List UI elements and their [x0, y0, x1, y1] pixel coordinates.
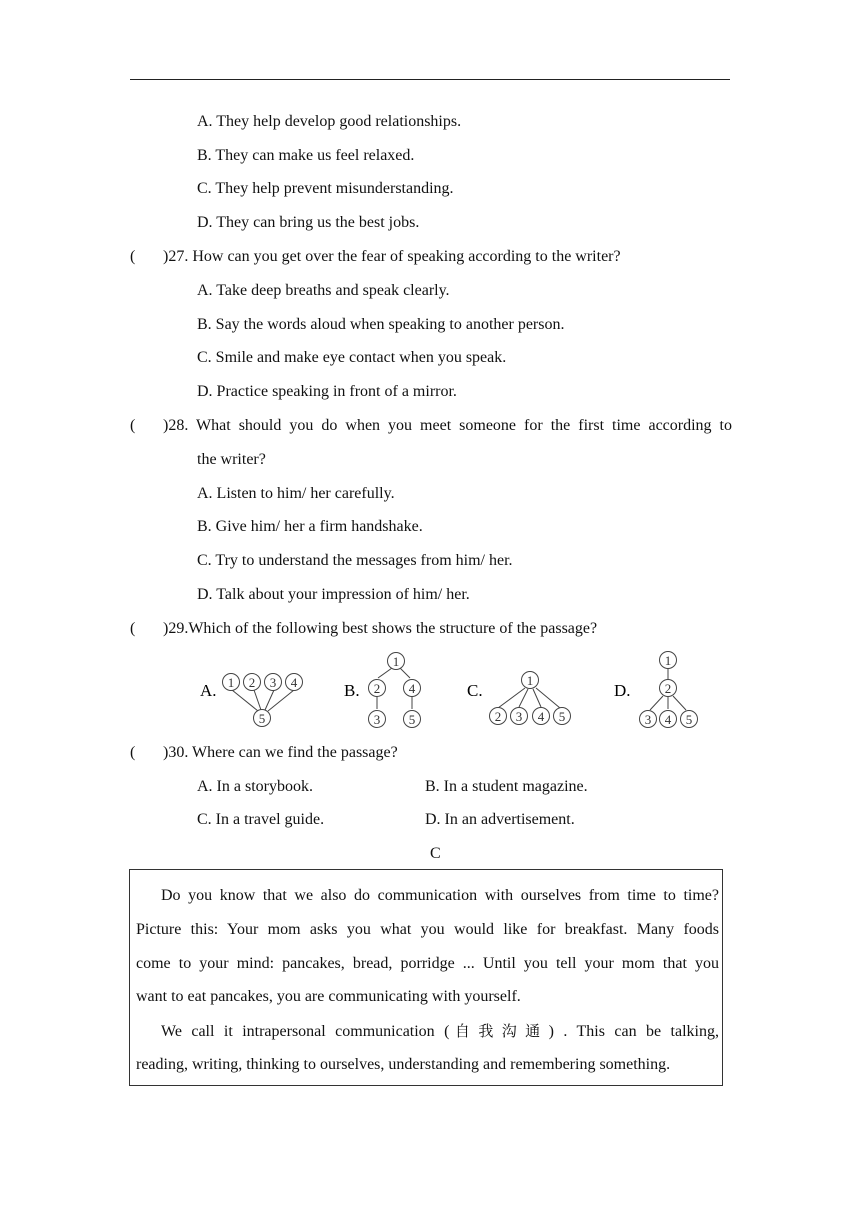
- node-label: 3: [515, 709, 523, 724]
- q30-question: [130, 743, 398, 763]
- passage-line: Picture this: Your mom asks you what you would like for breakfast. Many foods: [136, 921, 719, 938]
- node-label: 3: [644, 712, 652, 727]
- node-label: 1: [526, 673, 534, 688]
- node-label: 2: [664, 681, 672, 696]
- node-label: 1: [227, 675, 235, 690]
- passage-line: [161, 1021, 719, 1042]
- header-rule: [130, 79, 730, 80]
- q29-stem: )29.Which of the following best shows the structure of the passage?: [163, 620, 598, 637]
- q30-option-b[interactable]: B. In a student magazine.: [425, 778, 588, 795]
- diagram-d-label[interactable]: D.: [614, 681, 631, 700]
- q28-question: [130, 416, 732, 436]
- diagram-b-label[interactable]: B.: [344, 681, 360, 700]
- node-label: 4: [537, 709, 545, 724]
- diagram-a-label[interactable]: A.: [200, 681, 217, 700]
- node-label: 5: [408, 712, 416, 727]
- q27-option-d[interactable]: D. Practice speaking in front of a mirror.: [197, 383, 457, 400]
- structure-diagrams: [192, 648, 712, 732]
- q28-option-b[interactable]: B. Give him/ her a firm handshake.: [197, 518, 423, 535]
- node-label: 4: [408, 681, 416, 696]
- q30-option-d[interactable]: D. In an advertisement.: [425, 811, 575, 828]
- q27-stem: )27. How can you get over the fear of speaking according to the writer?: [163, 248, 621, 265]
- q26-option-a[interactable]: A. They help develop good relationships.: [197, 113, 462, 130]
- node-label: 5: [258, 711, 266, 726]
- passage-line: Do you know that we also do communication with ourselves from time to time?: [161, 887, 719, 904]
- q27-option-a[interactable]: A. Take deep breaths and speak clearly.: [197, 282, 450, 299]
- q30-option-c[interactable]: C. In a travel guide.: [197, 811, 325, 828]
- answer-blank[interactable]: (: [130, 417, 136, 434]
- answer-blank[interactable]: (: [130, 620, 136, 637]
- node-label: 4: [290, 675, 298, 690]
- passage-line: reading, writing, thinking to ourselves, understanding and remembering something.: [136, 1056, 671, 1073]
- q28-stem: )28. What should you do when you meet someone for the first time according to: [163, 417, 732, 434]
- q28-option-d[interactable]: D. Talk about your impression of him/ her.: [197, 586, 470, 603]
- node-label: 5: [558, 709, 566, 724]
- answer-blank[interactable]: (: [130, 248, 136, 265]
- q27-question: [130, 247, 621, 267]
- passage-line: want to eat pancakes, you are communicating with yourself.: [136, 988, 521, 1005]
- q28-option-a[interactable]: A. Listen to him/ her carefully.: [197, 485, 395, 502]
- q27-option-c[interactable]: C. Smile and make eye contact when you speak.: [197, 349, 507, 366]
- passage-chinese-term: 自我沟通: [449, 1022, 549, 1040]
- q28-option-c[interactable]: C. Try to understand the messages from him/ her.: [197, 552, 513, 569]
- answer-blank[interactable]: (: [130, 744, 136, 761]
- node-label: 5: [685, 712, 693, 727]
- q28-stem-continued: the writer?: [197, 451, 266, 468]
- node-label: 2: [373, 681, 381, 696]
- node-label: 2: [494, 709, 502, 724]
- node-label: 1: [664, 653, 672, 668]
- q27-option-b[interactable]: B. Say the words aloud when speaking to another person.: [197, 316, 565, 333]
- passage-text: We call it intrapersonal communication (: [161, 1023, 450, 1040]
- q26-option-b[interactable]: B. They can make us feel relaxed.: [197, 147, 415, 164]
- diagram-c-label[interactable]: C.: [467, 681, 483, 700]
- node-label: 3: [269, 675, 277, 690]
- node-label: 3: [373, 712, 381, 727]
- node-label: 2: [248, 675, 256, 690]
- passage-line: come to your mind: pancakes, bread, porridge ... Until you tell your mom that you: [136, 955, 719, 972]
- node-label: 1: [392, 654, 400, 669]
- section-heading: C: [430, 845, 441, 862]
- passage-text: ) . This can be talking,: [548, 1023, 719, 1040]
- q30-stem: )30. Where can we find the passage?: [163, 744, 398, 761]
- q29-question: [130, 619, 597, 639]
- q26-option-c[interactable]: C. They help prevent misunderstanding.: [197, 180, 454, 197]
- q26-option-d[interactable]: D. They can bring us the best jobs.: [197, 214, 420, 231]
- node-label: 4: [664, 712, 672, 727]
- q30-option-a[interactable]: A. In a storybook.: [197, 778, 313, 795]
- passage-box: [129, 869, 723, 1086]
